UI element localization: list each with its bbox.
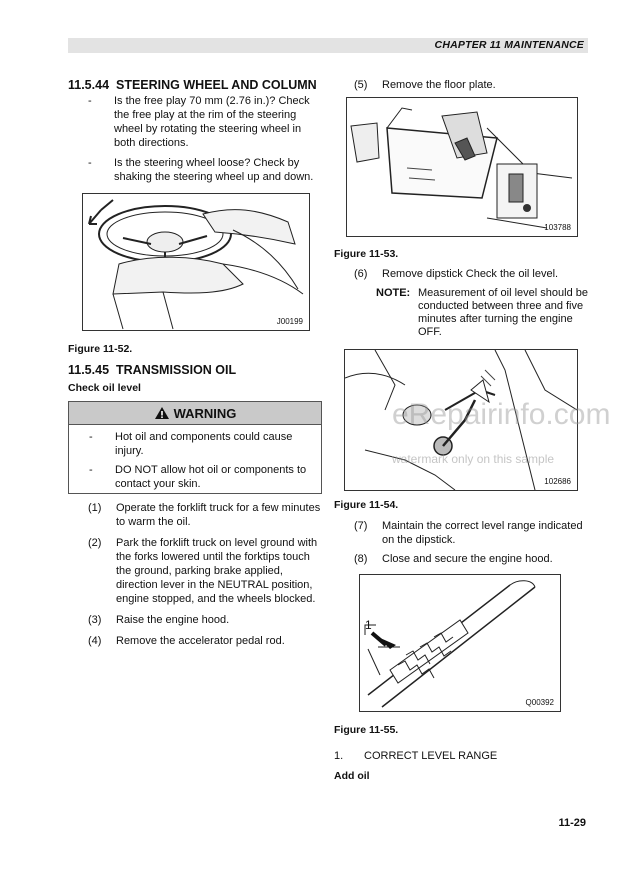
- section-title: TRANSMISSION OIL: [116, 363, 237, 377]
- step-number: (5): [354, 79, 368, 91]
- step-text: Raise the engine hood.: [116, 614, 230, 626]
- step-item: [68, 613, 324, 627]
- step-number: (4): [88, 635, 102, 647]
- figure-caption: Figure 11-53.: [334, 248, 399, 260]
- step-text: Close and secure the engine hood.: [382, 553, 553, 565]
- bullet-item: [68, 94, 324, 150]
- warning-triangle-icon: [154, 406, 170, 420]
- bullet-item: [68, 156, 324, 184]
- figure-code: 103788: [544, 223, 571, 232]
- section-heading-steering: [68, 78, 324, 92]
- warning-text: DO NOT allow hot oil or components to contact your skin.: [115, 464, 307, 490]
- step-number: (3): [88, 614, 102, 626]
- figure-steering-wheel: [82, 193, 310, 331]
- bullet-dash: -: [88, 157, 92, 169]
- figure-code: 102686: [544, 477, 571, 486]
- step-item: [334, 552, 592, 566]
- warning-header: [69, 402, 321, 425]
- note-label: NOTE:: [376, 287, 411, 299]
- step-list: [68, 501, 324, 648]
- step-number: (6): [354, 268, 368, 280]
- subheading-check-oil: Check oil level: [68, 382, 141, 394]
- step-number: (7): [354, 520, 368, 532]
- section-number: 11.5.45: [68, 363, 110, 377]
- legend-number: 1.: [334, 750, 344, 762]
- step-number: (2): [88, 537, 102, 549]
- bullet-text: Is the steering wheel loose? Check by shaking the steering wheel up and down.: [114, 157, 314, 183]
- step-text: Remove dipstick Check the oil level.: [382, 268, 559, 280]
- bullet-dash: -: [89, 431, 93, 443]
- warning-item: [69, 430, 321, 458]
- warning-text: Hot oil and components could cause injury.: [115, 431, 293, 457]
- section-heading-transmission: [68, 363, 324, 377]
- section-title: STEERING WHEEL AND COLUMN: [116, 78, 317, 92]
- figure-caption: Figure 11-55.: [334, 724, 399, 736]
- watermark-text: eRepairinfo.com: [392, 398, 611, 431]
- step-item: [334, 267, 592, 281]
- step-text: Remove the accelerator pedal rod.: [116, 635, 285, 647]
- figure-floor-plate: [346, 97, 578, 237]
- step-item: [334, 78, 592, 92]
- note-text: Measurement of oil level should be conducted between three and five minutes after turning the engine OFF.: [418, 287, 588, 338]
- chapter-title: CHAPTER 11 MAINTENANCE: [434, 39, 584, 51]
- bullet-dash: -: [88, 95, 92, 107]
- step-number: (8): [354, 553, 368, 565]
- step-text: Remove the floor plate.: [382, 79, 496, 91]
- step-item: [334, 519, 592, 547]
- figure-code: J00199: [276, 317, 303, 326]
- warning-item: [69, 463, 321, 491]
- step-item: [68, 536, 324, 606]
- step-text: Park the forklift truck on level ground with the forks lowered until the forktips touch the ground, parking brake applied, direction lever in the NEUTRAL position, engine stopped, and the wheels blocked.: [116, 537, 318, 605]
- page-number: 11-29: [558, 817, 586, 829]
- section-number: 11.5.44: [68, 78, 110, 92]
- left-column: [68, 78, 324, 648]
- warning-box: [68, 401, 322, 494]
- step-item: [68, 501, 324, 529]
- step-number: (1): [88, 502, 102, 514]
- step-item: [68, 634, 324, 648]
- step-text: Maintain the correct level range indicated on the dipstick.: [382, 520, 583, 546]
- legend-item: [334, 750, 592, 762]
- figure-dipstick-level: [359, 574, 561, 712]
- dipstick-level-illustration: [360, 575, 560, 711]
- bullet-text: Is the free play 70 mm (2.76 in.)? Check the free play at the rim of the steering wheel by rotating the steering wheel in both directions.: [114, 95, 310, 149]
- note-block: [334, 287, 592, 339]
- bullet-dash: -: [89, 464, 93, 476]
- subheading-add-oil: Add oil: [334, 770, 370, 782]
- legend-text: CORRECT LEVEL RANGE: [364, 750, 498, 762]
- figure-caption: Figure 11-52.: [68, 343, 133, 355]
- warning-title: WARNING: [173, 405, 237, 421]
- steering-wheel-illustration: [83, 194, 309, 330]
- callout-number: 1: [365, 618, 372, 632]
- chapter-header-bar: [68, 38, 588, 53]
- figure-caption: Figure 11-54.: [334, 499, 399, 511]
- floor-plate-illustration: [347, 98, 577, 236]
- step-text: Operate the forklift truck for a few minutes to warm the oil.: [116, 502, 321, 528]
- watermark-subtext: watermark only on this sample: [392, 452, 555, 466]
- figure-code: Q00392: [525, 698, 554, 707]
